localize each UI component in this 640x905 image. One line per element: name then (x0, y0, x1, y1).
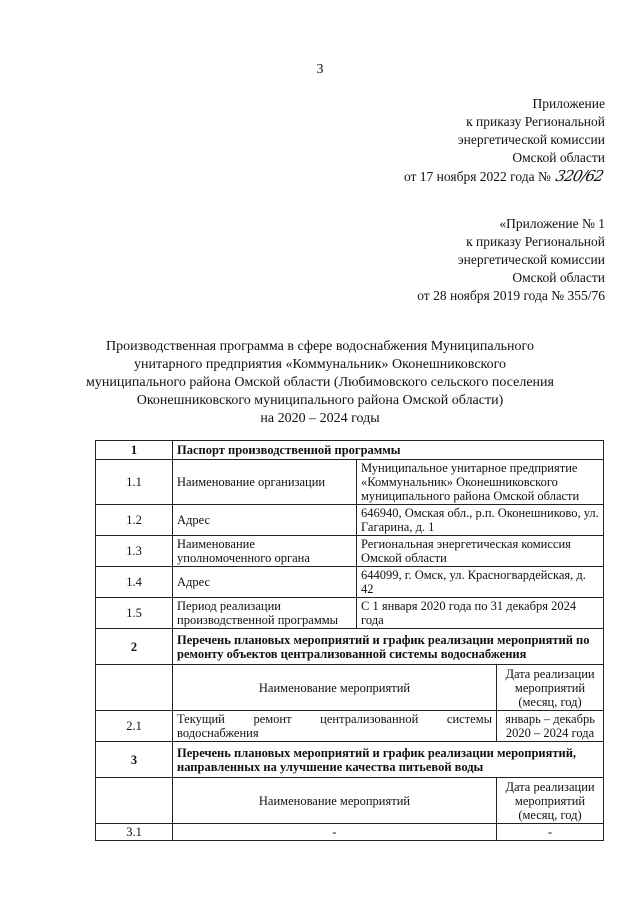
section-title: Паспорт производственной программы (173, 441, 604, 460)
appendix-line: Приложение (532, 96, 605, 111)
row-activity: - (173, 824, 497, 841)
appendix-line: энергетической комиссии (457, 132, 605, 147)
row-label: Наименование организации (173, 460, 357, 505)
original-appendix-line: Омской области (512, 270, 605, 285)
section-3-row (96, 742, 604, 778)
row-activity: Текущий ремонт централизованной системы водоснабжения (173, 711, 497, 742)
section-2-row (96, 629, 604, 665)
table-row (96, 567, 604, 598)
row-label: Адрес (173, 567, 357, 598)
title-line: Оконешниковского муниципального района Омской области) (136, 393, 504, 408)
section-number: 2 (96, 629, 173, 665)
program-table (95, 440, 604, 841)
table-row (96, 505, 604, 536)
appendix-line: Омской области (512, 150, 605, 165)
row-number: 1.5 (96, 598, 173, 629)
original-appendix-header (417, 215, 605, 305)
empty-cell (96, 665, 173, 711)
handwritten-order-number: 320/62 (554, 167, 605, 185)
column-header-date: Дата реализации мероприятий (месяц, год) (497, 665, 604, 711)
empty-cell (96, 778, 173, 824)
original-appendix-line: к приказу Региональной (466, 234, 605, 249)
row-number: 1.2 (96, 505, 173, 536)
table-row (96, 536, 604, 567)
appendix-date-line (404, 167, 605, 186)
row-value: 644099, г. Омск, ул. Красногвардейская, д. 42 (357, 567, 604, 598)
table-row (96, 598, 604, 629)
row-value: Региональная энергетическая комиссия Омской области (357, 536, 604, 567)
section-3-header-row (96, 778, 604, 824)
appendix-header (404, 95, 605, 186)
title-line: муниципального района Омской области (Любимовского сельского поселения (86, 375, 554, 390)
row-number: 1.3 (96, 536, 173, 567)
row-value: С 1 января 2020 года по 31 декабря 2024 года (357, 598, 604, 629)
table-row (96, 460, 604, 505)
original-appendix-line: от 28 ноября 2019 года № 355/76 (417, 288, 605, 303)
column-header-activity: Наименование мероприятий (173, 665, 497, 711)
row-number: 1.4 (96, 567, 173, 598)
page-number: 3 (316, 62, 324, 77)
row-number: 2.1 (96, 711, 173, 742)
title-line: Производственная программа в сфере водоснабжения Муниципального (106, 339, 534, 354)
table-row (96, 711, 604, 742)
section-1-row (96, 441, 604, 460)
row-number: 3.1 (96, 824, 173, 841)
section-2-header-row (96, 665, 604, 711)
section-title: Перечень плановых мероприятий и график реализации мероприятий, направленных на улучшение качества питьевой воды (173, 742, 604, 778)
row-number: 1.1 (96, 460, 173, 505)
original-appendix-line: «Приложение № 1 (499, 216, 605, 231)
appendix-date: от 17 ноября 2022 года № (403, 169, 551, 184)
row-value: 646940, Омская обл., р.п. Оконешниково, ул. Гагарина, д. 1 (357, 505, 604, 536)
row-label: Наименование уполномоченного органа (173, 536, 357, 567)
section-number: 1 (96, 441, 173, 460)
column-header-activity: Наименование мероприятий (173, 778, 497, 824)
title-line: унитарного предприятия «Коммунальник» Оконешниковского (133, 357, 507, 372)
section-title: Перечень плановых мероприятий и график реализации мероприятий по ремонту объектов централизованной системы водоснабжения (173, 629, 604, 665)
document-title (40, 338, 600, 428)
column-header-date: Дата реализации мероприятий (месяц, год) (497, 778, 604, 824)
row-label: Адрес (173, 505, 357, 536)
row-value: Муниципальное унитарное предприятие «Коммунальник» Оконешниковского муниципального района Омской области (357, 460, 604, 505)
table-row (96, 824, 604, 841)
title-line: на 2020 – 2024 годы (260, 411, 380, 426)
original-appendix-line: энергетической комиссии (457, 252, 605, 267)
row-date: январь – декабрь 2020 – 2024 года (497, 711, 604, 742)
section-number: 3 (96, 742, 173, 778)
row-label: Период реализации производственной программы (173, 598, 357, 629)
appendix-line: к приказу Региональной (466, 114, 605, 129)
row-date: - (497, 824, 604, 841)
